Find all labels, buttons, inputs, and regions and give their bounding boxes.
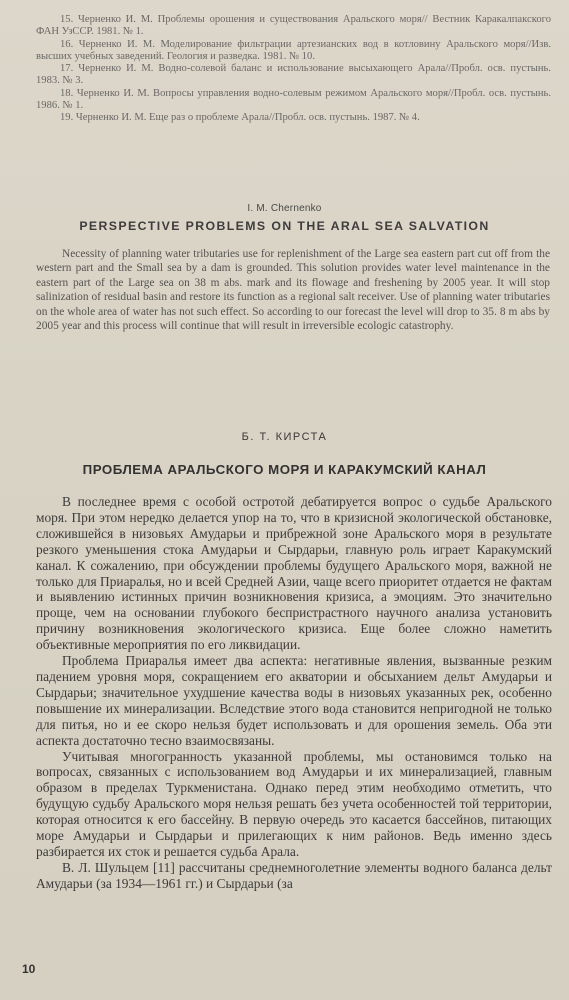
body-paragraph: Учитывая многогранность указанной проблемы, мы остановимся только на вопросах, связанных с использованием вод Амударьи и их минерализацией, главным образом в пределах Туркменистана. Однако перед этим необходимо отметить, что будущую судьбу Аральского моря нельзя решать без учета особенностей той территории, которая относится к его бассейну. В первую очередь это касается бассейнов, питающих море Амударьи и Сырдарьи и прилегающих к ним районов. Ведь именно здесь разбирается их сток и решается судьба Арала. (36, 748, 552, 859)
reference-list (36, 14, 551, 125)
english-abstract (36, 247, 550, 333)
reference-item: 15. Черненко И. М. Проблемы орошения и существования Аральского моря// Вестник Каракалпакского ФАН УзССР. 1981. № 1. (36, 14, 551, 38)
body-paragraph: В последнее время с особой остротой дебатируется вопрос о судьбе Аральского моря. При этом нередко делается упор на то, что в кризисной экологической обстановке, сложившейся в низовьях Амударьи и прибрежной зоне Аральского моря в результате резкого уменьшения стока Амударьи и Сырдарьи, главную роль играет Каракумский канал. К сожалению, при обсуждении проблемы будущего Аральского моря, важной не только для Приаралья, но и всей Средней Азии, чаще всего приоритет отдается не фактам и выявлению истинных причин возникновения кризиса, а эмоциям. Это значительно проще, чем на основании глубокого беспристрастного научного анализа установить причину возникновения экологического кризиса. Еще более сложно наметить объективные мероприятия по его ликвидации. (36, 494, 552, 653)
russian-article-author: Б. Т. КИРСТА (241, 431, 328, 443)
reference-item: 17. Черненко И. М. Водно-солевой баланс и использование высыхающего Арала//Пробл. осв. пустынь. 1983. № 3. (36, 63, 551, 87)
english-article-title: PERSPECTIVE PROBLEMS ON THE ARAL SEA SALVATION (79, 219, 490, 233)
english-abstract-text: Necessity of planning water tributaries use for replenishment of the Large sea eastern part cut off from the western part and the Small sea by a dam is grounded. This solution provides water level maintenance in the eastern part of the Large sea on 38 m abs. mark and its flowage and freshening by 2005 year. It will stop salinization of residual basin and restore its function as a regional salt receiver. Use of planning water tributaries on the whole area of water has not such effect. So according to our forecast the level will drop to 35. 8 m abs by 2005 year and this process will continue that will result in irreversible ecologic catastrophy. (36, 248, 550, 333)
page-number: 10 (22, 962, 36, 976)
english-article-author: I. M. Chernenko (247, 203, 322, 214)
body-paragraph: Проблема Приаралья имеет два аспекта: негативные явления, вызванные резким падением уровня моря, сокращением его акватории и обсыханием дельт Амударьи и Сырдарьи; значительное ухудшение качества воды в низовьях указанных рек, особенно повышение их минерализации. Вследствие этого вода становится непригодной не только для питья, но и ее скоро нельзя будет использовать и для орошения земель. Оба эти аспекта достаточно тесно взаимосвязаны. (36, 653, 552, 748)
russian-article-body (36, 494, 552, 892)
russian-article-title: ПРОБЛЕМА АРАЛЬСКОГО МОРЯ И КАРАКУМСКИЙ КАНАЛ (82, 462, 487, 477)
reference-item: 16. Черненко И. М. Моделирование фильтрации артезианских вод в котловину Аральского моря//Изв. высших учебных заведений. Геология и разведка. 1981. № 10. (36, 38, 551, 62)
body-paragraph: В. Л. Шульцем [11] рассчитаны среднемноголетние элементы водного баланса дельт Амударьи (за 1934—1961 гг.) и Сырдарьи (за (36, 859, 552, 891)
reference-item: 19. Черненко И. М. Еще раз о проблеме Арала//Пробл. осв. пустынь. 1987. № 4. (60, 112, 420, 124)
reference-item: 18. Черненко И. М. Вопросы управления водно-солевым режимом Аральского моря//Пробл. осв. пустынь. 1986. № 1. (36, 87, 551, 112)
